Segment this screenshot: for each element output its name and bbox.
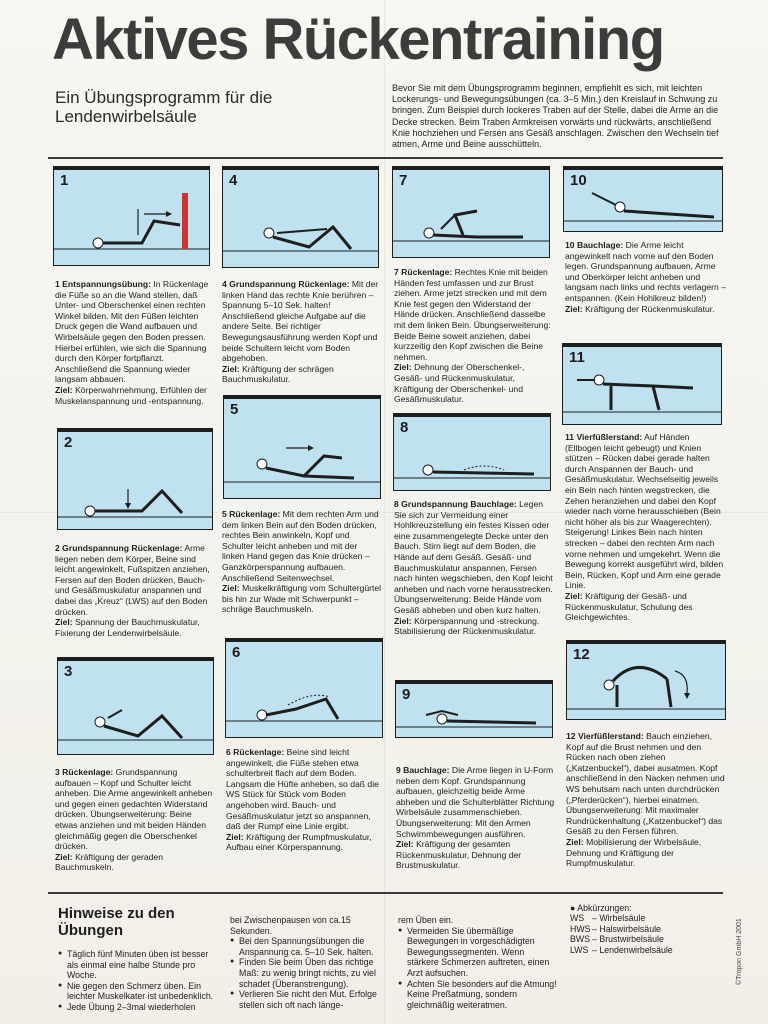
exercise-heading: 2 Grundspannung Rückenlage: [55,543,183,553]
exercise-description-5 [222,509,382,615]
figure-oblique-crunch-icon [223,167,379,268]
abbreviations-title: ● Abkürzungen: [570,903,632,913]
figure-knee-to-chest-icon [393,167,550,258]
divider [48,892,723,894]
abbreviation-value: – Wirbelsäule [592,913,646,924]
tips-title: Hinweise zu den Übungen [58,905,175,939]
abbreviation-key: WS [570,913,585,924]
exercise-body: Grundspannung aufbauen – Kopf und Schulter leicht anheben. Die Arme angewinkelt anheben und gegen einen gedachten Widerstand drücken. Übungserweiterung: Beine etwas anziehen und mit beiden Händen gleichmäßig gegen die Oberschenkel drücken. [55,767,213,852]
goal-label: Ziel: [55,617,73,628]
figure-prone-tension-icon [394,414,551,491]
page-subtitle: Ein Übungsprogramm für die Lendenwirbelsäule [55,88,273,126]
exercise-illustration-10 [563,166,723,232]
goal-label: Ziel: [222,363,240,374]
exercise-heading: 10 Bauchlage: [565,240,624,250]
exercise-goal: Kräftigung der Rumpfmuskulatur, Aufbau einer Körperspannung. [226,831,372,853]
abbreviation-value: – Halswirbelsäule [592,923,661,934]
exercise-heading: 7 Rückenlage: [394,267,453,277]
exercise-goal: Spannung der Bauchmuskulatur, Fixierung der Lendenwirbelsäule. [55,617,200,638]
tip-item: ● Täglich fünf Minuten üben ist besser als einmal eine halbe Stunde pro Woche. [58,949,218,981]
exercise-description-7 [394,267,554,405]
exercise-number: 5 [230,401,239,418]
exercise-goal: Dehnung der Oberschenkel-, Gesäß- und Rückenmuskulatur, Kräftigung der Oberschenkel- und Gesäßmuskulatur. [394,362,525,405]
exercise-description-11 [565,432,727,623]
exercise-illustration-12 [566,640,726,720]
divider [48,157,723,159]
exercise-body: In Rückenlage die Füße so an die Wand stellen, daß Unter- und Oberschenkel einen rechten Winkel bilden. Mit den Füßen leichten Druck gegen die Wand aufbauen und Wirbelsäule gegen den Boden pressen. Hierbei erfühlen, wie sich die Spannung durch den Körper fortpflanzt. Anschließend die Spannung wieder langsam abbauen. [55,279,209,385]
exercise-heading: 5 Rückenlage: [222,509,281,519]
goal-label: Ziel: [396,839,414,850]
exercise-number: 9 [402,686,411,703]
exercise-number: 4 [229,172,238,189]
exercise-illustration-5 [223,395,381,499]
tips-list-1 [58,949,218,1013]
tip-continuation: rem Üben ein. [398,915,454,925]
exercise-number: 7 [399,172,408,189]
tip-item: ● Achten Sie besonders auf die Atmung! Keine Preßatmung, sondern gleichmäßig weiteratmen. [398,979,558,1011]
exercise-number: 8 [400,419,409,436]
exercise-illustration-3 [57,657,214,755]
exercise-heading: 8 Grundspannung Bauchlage: [394,499,517,509]
abbreviation-row [570,913,710,923]
exercise-number: 1 [60,172,69,189]
goal-label: Ziel: [565,303,583,314]
exercise-heading: 4 Grundspannung Rückenlage: [222,279,350,289]
exercise-goal: Mobilisierung der Wirbelsäule, Dehnung und Kräftigung der Rumpfmuskulatur. [566,836,702,869]
abbreviation-key: LWS [570,944,589,955]
goal-label: Ziel: [565,590,583,601]
exercise-number: 3 [64,663,73,680]
exercise-illustration-11 [562,343,722,425]
goal-label: Ziel: [226,831,244,842]
exercise-description-2 [55,543,213,638]
exercise-goal: Kräftigung der geraden Bauchmuskeln. [55,851,163,873]
goal-label: Ziel: [55,851,73,862]
exercise-goal: Körperspannung und -streckung. Stabilisierung der Rückenmuskulatur. [394,615,540,637]
exercise-heading: 11 Vierfüßlerstand: [565,432,643,442]
exercise-goal: Kräftigung der Gesäß- und Rückenmuskulatur, Schulung des Gleichgewichtes. [565,590,693,623]
figure-prone-arms-up-icon [396,681,553,738]
exercise-number: 11 [569,349,585,366]
goal-label: Ziel: [394,615,412,626]
exercise-illustration-9 [395,680,553,738]
figure-cat-back-icon [567,641,726,720]
figure-lying-feet-wall-icon [54,167,210,266]
exercise-description-12 [566,731,728,869]
goal-label: Ziel: [394,362,412,373]
tip-item: ● Finden Sie beim Üben das richtige Maß: zu wenig bringt nichts, zu viel schadet (Überanstrengung). [230,957,380,989]
tip-item: ● Bei den Spannungsübungen die Anspannung ca. 5–10 Sek. halten. [230,936,380,957]
figure-diagonal-press-icon [224,396,381,499]
exercise-body: Rechtes Knie mit beiden Händen fest umfassen und zur Brust ziehen. Arme jetzt strecken und mit dem Knie fest gegen den Widerstand der Hände drücken. Anschließend dasselbe mit dem linken Bein. Übungserweiterung: Beide Beine soweit anziehen, dabei kurzzeitig den Kopf zwischen die Beine nehmen. [394,267,551,362]
exercise-goal: Kräftigung der schrägen Bauchmuskulatur. [222,363,334,385]
tip-item: ● Vermeiden Sie übermäßige Bewegungen in vorgeschädigten Bewegungssegmenten. Wenn stärkere Schmerzen auftreten, einen Arzt aufsuchen. [398,926,558,979]
abbreviation-key: BWS [570,934,591,945]
abbreviation-row [570,934,710,944]
figure-lying-knees-bent-icon [58,429,213,530]
figure-prone-arms-forward-icon [564,167,723,232]
exercise-goal: Körperwahrnehmung, Erfühlen der Muskelanspannung und -entspannung. [55,384,207,406]
goal-label: Ziel: [55,384,73,395]
exercise-description-4 [222,279,382,385]
exercise-illustration-8 [393,413,551,491]
exercise-description-6 [226,747,384,853]
exercise-illustration-4 [222,166,379,268]
abbreviation-row [570,924,710,934]
exercise-description-9 [396,765,556,871]
figure-quadruped-icon [563,344,722,425]
figure-bridge-icon [226,639,383,738]
exercise-body: Mit dem rechten Arm und dem linken Bein auf den Boden drücken, rechtes Bein anwinkeln, Kopf und Schulter leicht anheben und mit der linken Hand gegen das Knie drücken – Ganzkörperspannung aufbauen. Anschließend Seitenwechsel. [222,509,379,583]
exercise-illustration-1 [53,166,210,266]
figure-crunch-icon [58,658,214,755]
page-title: Aktives Rückentraining [52,7,664,72]
exercise-heading: 12 Vierfüßlerstand: [566,731,644,741]
exercise-number: 10 [570,172,587,189]
exercise-goal: Kräftigung der gesamten Rückenmuskulatur, Dehnung der Brustmuskulatur. [396,839,522,871]
exercise-body: Die Arme leicht angewinkelt nach vorne auf den Boden legen. Grundspannung aufbauen, Arme und Oberkörper leicht anheben und langsam nach links und rechts verlagern – entspannen. (Kein Hohlkreuz bilden!) [565,240,726,303]
exercise-number: 6 [232,644,241,661]
exercise-illustration-7 [392,166,550,258]
exercise-heading: 1 Entspannungsübung: [55,279,151,289]
exercise-description-10 [565,240,727,314]
tip-continuation: bei Zwischenpausen von ca.15 Sekunden. [230,915,351,936]
exercise-body: Legen Sie sich zur Vermeidung einer Hohlkreuzstellung ein festes Kissen oder eine zusammengelegte Decke unter den Bauch. Stirn liegt auf dem Boden, die Hände auf dem Gesäß. Gesäß- und Bauchmuskulatur anspannen, Fersen nach hinten wegschieben, den Kopf leicht anheben und nach vorne herausstrecken. Übungserweiterung: Beide Hände vom Gesäß abheben und oben kurz halten. [394,499,553,615]
exercise-heading: 6 Rückenlage: [226,747,285,757]
abbreviation-row [570,945,710,955]
abbreviation-value: – Brustwirbelsäule [592,934,664,945]
exercise-illustration-6 [225,638,383,738]
exercise-goal: Muskelkräftigung vom Schultergürtel bis hin zur Wade mit Schwerpunkt – schräge Bauchmuskeln. [222,583,382,615]
exercise-body: Bauch einziehen, Kopf auf die Brust nehmen und den Rücken nach oben ziehen („Katzenbuckel“), dabei ausatmen. Kopf anschließend in den Nacken nehmen und WS behutsam nach unten durchdrücken („Pferderücken“), hierbei einatmen. Übungserweiterung: Mit maximaler Rundrückenhaltung („Katzenbuckel“) das Gesäß zu den Fersen führen. [566,731,725,837]
exercise-number: 2 [64,434,73,451]
exercise-body: Beine sind leicht angewinkelt, die Füße stehen etwa schulterbreit flach auf dem Boden. Langsam die Hüfte anheben, so daß die WS Stück für Stück vom Boden angehoben wird. Bauch- und Gesäßmuskulatur jetzt so anspannen, daß der Rumpf eine Linie ergibt. [226,747,379,832]
exercise-illustration-2 [57,428,213,530]
exercise-goal: Kräftigung der Rückenmuskulatur. [585,303,715,314]
exercise-description-3 [55,767,213,873]
tip-item: ● Jede Übung 2–3mal wiederholen [58,1002,218,1013]
exercise-description-1 [55,279,213,406]
exercise-description-8 [394,499,554,637]
goal-label: Ziel: [566,836,584,847]
abbreviation-key: HWS [570,923,591,934]
exercise-heading: 3 Rückenlage: [55,767,114,777]
exercise-body: Die Arme liegen in U-Form neben dem Kopf. Grundspannung aufbauen, gleichzeitig beide Arme abheben und die Schulterblätter Richtung Wirbelsäule zusammenschieben. Übungserweiterung: Mit den Armen Schwimmbewegungen ausführen. [396,765,555,839]
exercise-heading: 9 Bauchlage: [396,765,450,775]
exercise-body: Mit der linken Hand das rechte Knie berühren – Spannung 5–10 Sek. halten! Anschließend gleiche Aufgabe auf die andere Seite. Bei richtiger Bewegungsausführung werden Kopf und beide Schultern leicht vom Boden abgehoben. [222,279,379,364]
copyright: ©Tropon GmbH 2001 [736,918,743,985]
exercise-body: Auf Händen (Ellbogen leicht gebeugt) und Knien stützen – Rücken dabei gerade halten durch Anspannen der Bauch- und Gesäßmuskulatur. Wechselseitig jeweils ein Bein nach hinten wegstrecken, die Zehen heranziehen und dabei den Kopf wieder nach vorne herausschieben (Bein nicht höher als bis zur Waagerechten). Steigerung! Linkes Bein nach hinten strecken – dabei den rechten Arm nach vorne nehmen und umgekehrt. Wenn die Bewegung korrekt ausgeführt wird, bilden Bein, Rücken, Kopf und Arm eine gerade Linie. [565,432,724,591]
exercise-number: 12 [573,646,590,663]
tip-item: ● Nie gegen den Schmerz üben. Ein leichter Muskelkater ist unbedenklich. [58,981,218,1002]
exercise-body: Arme liegen neben dem Körper, Beine sind leicht angewinkelt, Fußspitzen anziehen, Fersen auf den Boden drücken, Bauch- und Gesäßmuskulatur anspannen und dabei das „Kreuz“ (LWS) auf den Boden drücken. [55,543,210,617]
abbreviations [570,903,710,955]
goal-label: Ziel: [222,583,240,594]
abbreviation-value: – Lendenwirbelsäule [592,944,673,955]
tips-list-2 [230,915,380,1010]
tip-item: ● Verlieren Sie nicht den Mut. Erfolge stellen sich oft nach länge- [230,989,380,1010]
tips-list-3 [398,915,558,1010]
intro-text: Bevor Sie mit dem Übungsprogramm beginnen, empfiehlt es sich, mit leichten Lockerungs- und Bewegungsübungen (ca. 3–5 Min.) den Kreislauf in Schwung zu bringen. Zum Beispiel durch lockeres Traben auf der Stelle, dabei die Arme an die Decke strecken. Beim Traben Armkreisen vorwärts und rückwärts, anschließend Knie hochziehen und Fersen ans Gesäß anschlagen. Zwischen den Wechseln tief atmen, Arme und Beine ausschütteln. [392,83,719,150]
